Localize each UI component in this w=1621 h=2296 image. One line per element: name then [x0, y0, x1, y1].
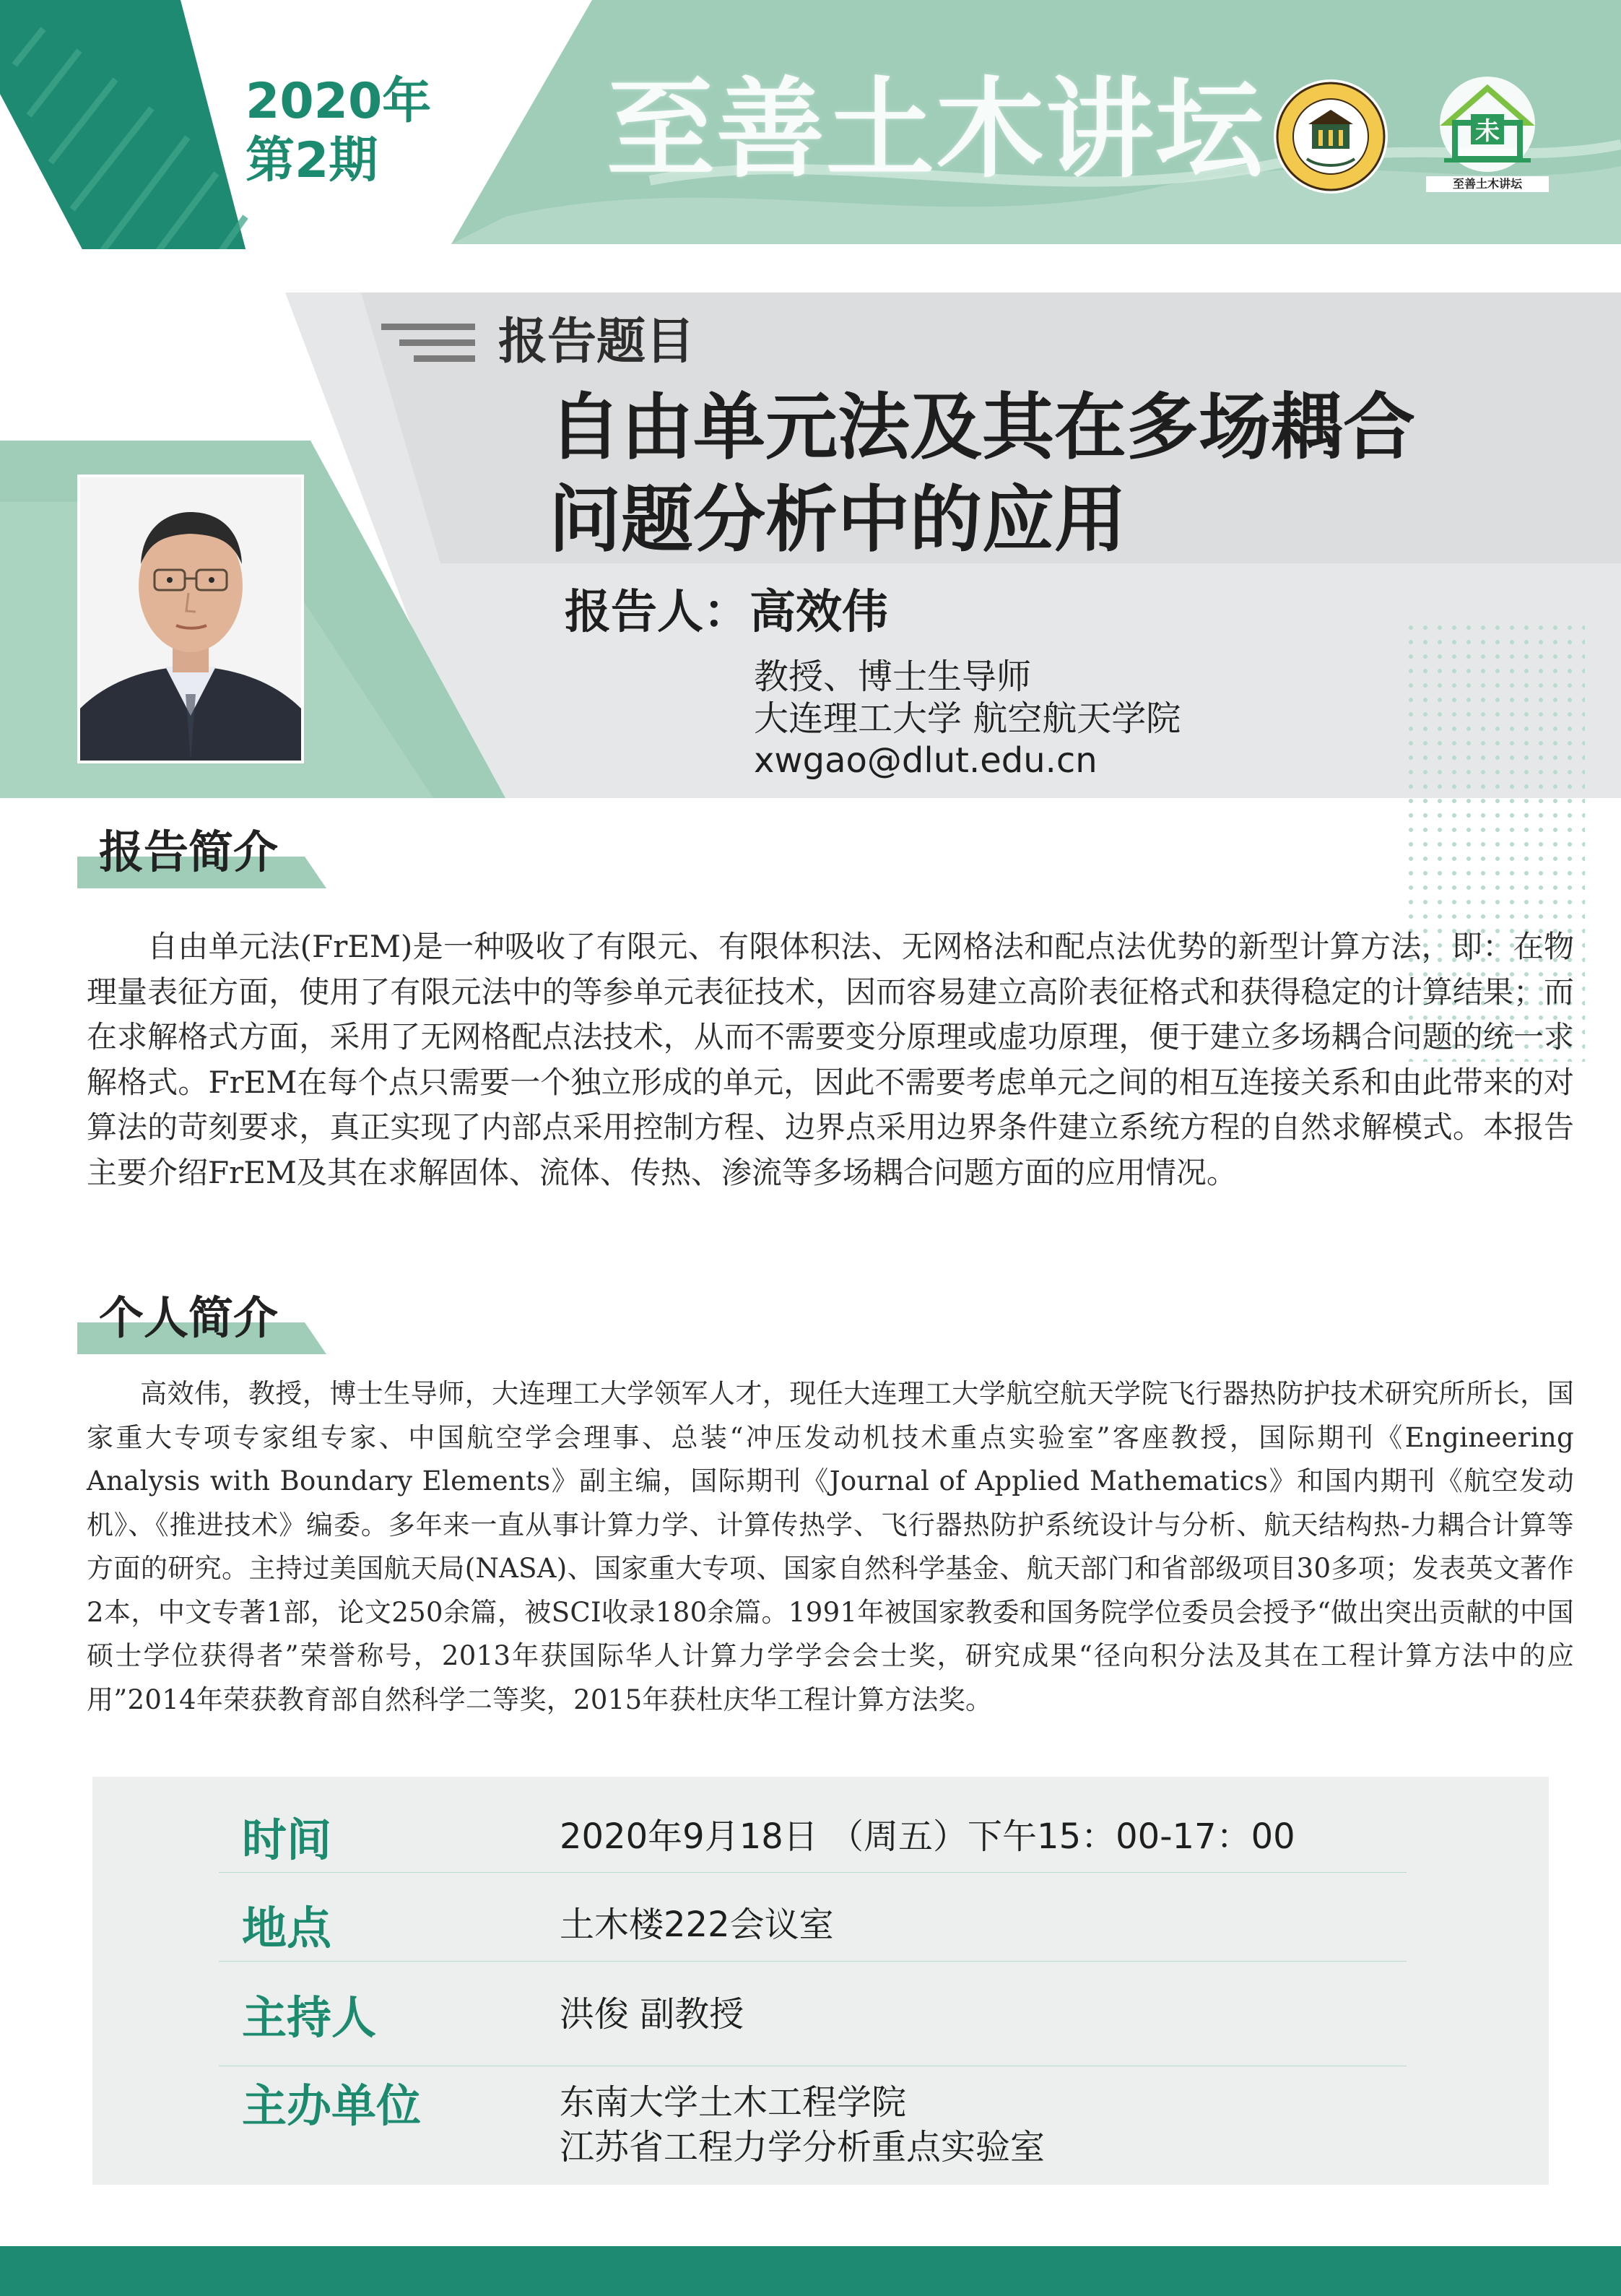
info-divider [219, 1872, 1407, 1873]
place-value: 土木楼222会议室 [560, 1905, 834, 1945]
time-label: 时间 [242, 1814, 332, 1866]
report-title-line-2: 问题分析中的应用 [549, 477, 1126, 562]
intro-text: 自由单元法(FrEM)是一种吸收了有限元、有限体积法、无网格法和配点法优势的新型计算方法，即：在物理量表征方面，使用了有限元法中的等参单元表征技术，因而容易建立高阶表征格式和获得稳定的计算结果；而在求解格式方面，采用了无网格配点法技术，从而不需要变分原理或虚功原理，便于建立多场耦合问题的统一求解格式。FrEM在每个点只需要一个独立形成的单元，因此不需要考虑单元之间的相互连接关系和由此带来的对算法的苛刻要求，真正实现了内部点采用控制方程、边界点采用边界条件建立系统方程的自然求解模式。本报告主要介绍FrEM及其在求解固体、流体、传热、渗流等多场耦合问题方面的应用情况。 [87, 929, 1574, 1190]
forum-logo-caption: 至善土木讲坛 [1426, 176, 1549, 192]
footer-bar [0, 2246, 1621, 2296]
forum-title: 至善土木讲坛 [607, 67, 1266, 193]
bio-heading [77, 1289, 326, 1354]
speaker-affiliation: 大连理工大学 航空航天学院 [754, 698, 1181, 739]
speaker-info [754, 656, 1181, 781]
report-label: 报告题目 [498, 313, 695, 371]
issue-number: 第2期 [245, 132, 378, 189]
info-divider [219, 1961, 1407, 1962]
intro-heading-text: 报告简介 [99, 826, 279, 878]
bio-text: 高效伟，教授，博士生导师，大连理工大学领军人才，现任大连理工大学航空航天学院飞行器热防护技术研究所所长，国家重大专项专家组专家、中国航空学会理事、总装“冲压发动机技术重点实验室”客座教授，国际期刊《Engineering Analysis with Boundary Elements》副主编，国际期刊《Journal of Applied Mathematics》和国内期刊《航空发动机》、《推进技术》编委。多年来一直从事计算力学、计算传热学、飞行器热防护系统设计与分析、航天结构热-力耦合计算等方面的研究。主持过美国航天局(NASA)、国家重大专项、国家自然科学基金、航天部门和省部级项目30多项；发表英文著作2本，中文专著1部，论文250余篇，被SCI收录180余篇。1991年被国家教委和国务院学位委员会授予“做出突出贡献的中国硕士学位获得者”荣誉称号，2013年获国际华人计算力学学会会士奖，研究成果“径向积分法及其在工程计算方法中的应用”2014年荣获教育部自然科学二等奖，2015年获杜庆华工程计算方法奖。 [87, 1378, 1574, 1715]
report-title-line-1: 自由单元法及其在多场耦合 [549, 385, 1415, 469]
organizer-line-1: 东南大学土木工程学院 [560, 2082, 907, 2123]
speaker-email: xwgao@dlut.edu.cn [754, 740, 1098, 781]
issue-label [245, 72, 431, 191]
intro-heading [77, 823, 326, 888]
university-seal-icon [1272, 78, 1389, 195]
time-value: 2020年9月18日 （周五）下午15：00-17：00 [560, 1816, 1295, 1857]
organizer-line-2: 江苏省工程力学分析重点实验室 [560, 2127, 1046, 2167]
speaker-photo [77, 475, 304, 763]
bio-heading-text: 个人简介 [99, 1291, 279, 1344]
organizer-label: 主办单位 [242, 2079, 422, 2132]
three-lines-icon [381, 321, 482, 365]
issue-year: 2020年 [245, 73, 432, 130]
place-label: 地点 [242, 1902, 332, 1954]
host-label: 主持人 [242, 1991, 377, 2044]
forum-logo [1426, 72, 1549, 195]
speaker-name: 报告人：高效伟 [565, 586, 888, 639]
report-title [549, 381, 1415, 566]
svg-text:未: 未 [1475, 117, 1500, 146]
speaker-portrait-icon [80, 477, 301, 761]
speaker-title: 教授、博士生导师 [754, 657, 1032, 697]
organizer-value [560, 2080, 1045, 2170]
host-value: 洪俊 副教授 [560, 1994, 744, 2035]
forum-building-icon [1426, 72, 1549, 173]
